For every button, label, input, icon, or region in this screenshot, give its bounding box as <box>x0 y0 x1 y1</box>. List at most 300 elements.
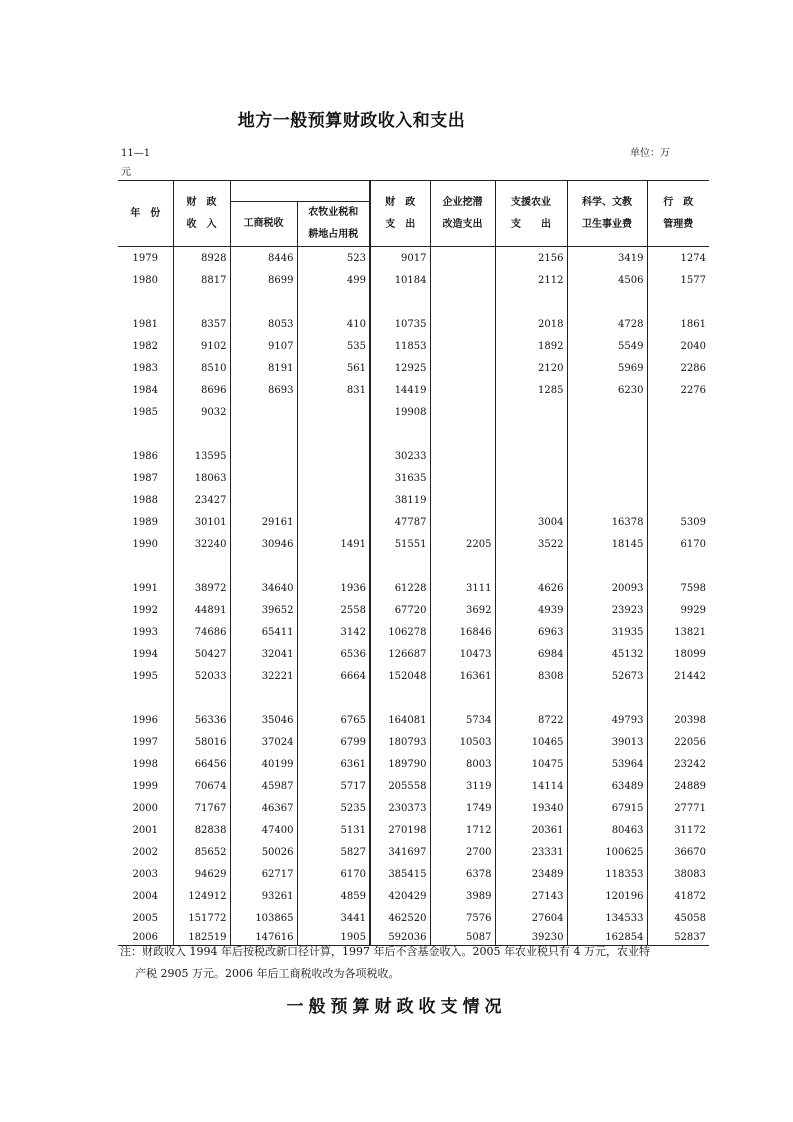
value-cell <box>567 489 647 511</box>
value-cell: 1936 <box>297 577 370 599</box>
value-cell <box>647 467 709 489</box>
value-cell <box>430 247 495 270</box>
header-agri-tax-line2: 耕地占用税 <box>308 229 359 240</box>
value-cell: 18063 <box>173 467 230 489</box>
year-cell: 2005 <box>132 912 158 924</box>
value-cell: 47787 <box>370 511 430 533</box>
value-cell: 14114 <box>495 775 567 797</box>
value-cell: 8308 <box>495 665 567 687</box>
value-cell: 8003 <box>430 753 495 775</box>
value-cell: 3441 <box>297 907 370 929</box>
value-cell: 32041 <box>230 643 297 665</box>
value-cell: 7576 <box>430 907 495 929</box>
value-cell: 1285 <box>495 379 567 401</box>
table-code-line1: 11—1 <box>121 148 151 159</box>
value-cell: 182519 <box>173 929 230 946</box>
value-cell: 18099 <box>647 643 709 665</box>
value-cell: 147616 <box>230 929 297 946</box>
value-cell: 66456 <box>173 753 230 775</box>
value-cell: 831 <box>297 379 370 401</box>
value-cell: 13595 <box>173 445 230 467</box>
value-cell: 41872 <box>647 885 709 907</box>
value-cell: 410 <box>297 313 370 335</box>
value-cell: 65411 <box>230 621 297 643</box>
value-cell: 34640 <box>230 577 297 599</box>
value-cell: 6378 <box>430 863 495 885</box>
table-row <box>118 467 709 489</box>
value-cell: 5131 <box>297 819 370 841</box>
value-cell <box>647 489 709 511</box>
value-cell: 62717 <box>230 863 297 885</box>
value-cell: 10465 <box>495 731 567 753</box>
value-cell: 3119 <box>430 775 495 797</box>
table-row <box>118 247 709 270</box>
value-cell: 31635 <box>370 467 430 489</box>
year-cell: 1981 <box>132 318 158 330</box>
value-cell: 385415 <box>370 863 430 885</box>
value-cell: 2112 <box>495 269 567 291</box>
value-cell: 270198 <box>370 819 430 841</box>
table-row <box>118 753 709 775</box>
value-cell: 103865 <box>230 907 297 929</box>
table-spacer-row <box>118 423 709 445</box>
year-cell: 1998 <box>132 758 158 770</box>
year-cell: 1983 <box>132 362 158 374</box>
value-cell <box>495 423 567 445</box>
value-cell: 32221 <box>230 665 297 687</box>
value-cell: 39230 <box>495 929 567 946</box>
value-cell: 19340 <box>495 797 567 819</box>
table-row <box>118 643 709 665</box>
value-cell <box>370 291 430 313</box>
table-spacer-row <box>118 687 709 709</box>
year-cell: 1987 <box>132 472 158 484</box>
value-cell: 6963 <box>495 621 567 643</box>
value-cell: 31935 <box>567 621 647 643</box>
value-cell: 152048 <box>370 665 430 687</box>
value-cell: 10475 <box>495 753 567 775</box>
value-cell: 7598 <box>647 577 709 599</box>
table-code-line2: 元 <box>121 167 131 178</box>
value-cell: 20361 <box>495 819 567 841</box>
value-cell <box>647 555 709 577</box>
value-cell: 23242 <box>647 753 709 775</box>
value-cell: 46367 <box>230 797 297 819</box>
value-cell: 118353 <box>567 863 647 885</box>
value-cell: 45058 <box>647 907 709 929</box>
value-cell <box>430 291 495 313</box>
value-cell: 1577 <box>647 269 709 291</box>
value-cell: 420429 <box>370 885 430 907</box>
header-science-edu-line1: 科学、文教 <box>582 196 632 208</box>
value-cell: 5734 <box>430 709 495 731</box>
value-cell: 9929 <box>647 599 709 621</box>
value-cell <box>230 489 297 511</box>
value-cell: 74686 <box>173 621 230 643</box>
value-cell: 6170 <box>647 533 709 555</box>
value-cell: 23923 <box>567 599 647 621</box>
year-cell: 2000 <box>132 802 158 814</box>
value-cell: 23427 <box>173 489 230 511</box>
value-cell: 22056 <box>647 731 709 753</box>
finance-table <box>118 180 709 946</box>
table-row <box>118 841 709 863</box>
value-cell <box>495 291 567 313</box>
year-cell: 2003 <box>132 868 158 880</box>
year-cell: 1992 <box>132 604 158 616</box>
value-cell: 85652 <box>173 841 230 863</box>
value-cell: 3004 <box>495 511 567 533</box>
year-cell: 2002 <box>132 846 158 858</box>
year-cell <box>118 555 173 577</box>
value-cell: 38083 <box>647 863 709 885</box>
value-cell: 61228 <box>370 577 430 599</box>
value-cell <box>297 687 370 709</box>
table-row <box>118 599 709 621</box>
value-cell: 499 <box>297 269 370 291</box>
value-cell: 8928 <box>173 247 230 270</box>
value-cell: 40199 <box>230 753 297 775</box>
value-cell: 44891 <box>173 599 230 621</box>
header-science-edu-line2: 卫生事业费 <box>582 218 632 230</box>
value-cell: 535 <box>297 335 370 357</box>
value-cell: 24889 <box>647 775 709 797</box>
value-cell: 9107 <box>230 335 297 357</box>
value-cell <box>647 445 709 467</box>
value-cell: 2700 <box>430 841 495 863</box>
value-cell: 30946 <box>230 533 297 555</box>
value-cell: 6984 <box>495 643 567 665</box>
value-cell: 23331 <box>495 841 567 863</box>
value-cell <box>430 335 495 357</box>
footnote-line2: 产税 2905 万元。2006 年后工商税收改为各项税收。 <box>135 967 400 980</box>
value-cell: 9032 <box>173 401 230 423</box>
value-cell <box>297 291 370 313</box>
value-cell: 27604 <box>495 907 567 929</box>
value-cell: 18145 <box>567 533 647 555</box>
value-cell <box>647 423 709 445</box>
value-cell <box>430 379 495 401</box>
value-cell: 8191 <box>230 357 297 379</box>
value-cell <box>495 687 567 709</box>
value-cell <box>297 401 370 423</box>
value-cell: 19908 <box>370 401 430 423</box>
value-cell: 50427 <box>173 643 230 665</box>
value-cell: 52033 <box>173 665 230 687</box>
value-cell: 9102 <box>173 335 230 357</box>
value-cell: 4939 <box>495 599 567 621</box>
value-cell: 4859 <box>297 885 370 907</box>
value-cell <box>567 687 647 709</box>
value-cell: 106278 <box>370 621 430 643</box>
value-cell: 1274 <box>647 247 709 270</box>
value-cell <box>370 687 430 709</box>
value-cell <box>173 291 230 313</box>
table-row <box>118 621 709 643</box>
value-cell: 162854 <box>567 929 647 946</box>
value-cell: 16378 <box>567 511 647 533</box>
value-cell: 205558 <box>370 775 430 797</box>
value-cell: 2040 <box>647 335 709 357</box>
header-enterprise-line2: 改造支出 <box>442 218 483 230</box>
value-cell: 5549 <box>567 335 647 357</box>
table-row <box>118 511 709 533</box>
header-revenue <box>173 181 230 247</box>
value-cell: 53964 <box>567 753 647 775</box>
year-cell: 1988 <box>132 494 158 506</box>
value-cell: 80463 <box>567 819 647 841</box>
header-agri-support <box>495 181 567 247</box>
header-ic-tax: 工商税收 <box>230 202 297 247</box>
value-cell: 8053 <box>230 313 297 335</box>
value-cell <box>297 445 370 467</box>
value-cell: 11853 <box>370 335 430 357</box>
value-cell <box>647 291 709 313</box>
value-cell: 1491 <box>297 533 370 555</box>
table-row <box>118 797 709 819</box>
value-cell <box>297 489 370 511</box>
value-cell <box>430 445 495 467</box>
table-code <box>121 144 161 182</box>
table-body <box>118 247 709 946</box>
value-cell: 164081 <box>370 709 430 731</box>
year-cell: 1986 <box>132 450 158 462</box>
value-cell: 45987 <box>230 775 297 797</box>
header-year: 年 份 <box>130 207 161 219</box>
header-agri-tax <box>297 202 370 247</box>
value-cell: 70674 <box>173 775 230 797</box>
year-cell: 2001 <box>132 824 158 836</box>
value-cell <box>230 555 297 577</box>
value-cell: 16846 <box>430 621 495 643</box>
value-cell: 6230 <box>567 379 647 401</box>
value-cell: 2156 <box>495 247 567 270</box>
value-cell: 67915 <box>567 797 647 819</box>
value-cell: 6536 <box>297 643 370 665</box>
year-cell: 1996 <box>132 714 158 726</box>
value-cell: 4626 <box>495 577 567 599</box>
table-row <box>118 269 709 291</box>
footnote <box>120 941 700 985</box>
value-cell: 16361 <box>430 665 495 687</box>
value-cell <box>567 291 647 313</box>
value-cell: 2205 <box>430 533 495 555</box>
value-cell: 94629 <box>173 863 230 885</box>
value-cell: 2276 <box>647 379 709 401</box>
value-cell: 8699 <box>230 269 297 291</box>
header-expenditure-line1: 财 政 <box>385 196 416 208</box>
value-cell: 1892 <box>495 335 567 357</box>
value-cell <box>495 445 567 467</box>
value-cell: 1712 <box>430 819 495 841</box>
value-cell: 82838 <box>173 819 230 841</box>
value-cell: 5969 <box>567 357 647 379</box>
header-revenue-line2: 收 入 <box>186 218 217 230</box>
table-header <box>118 181 709 247</box>
value-cell: 1861 <box>647 313 709 335</box>
value-cell <box>370 555 430 577</box>
value-cell: 20398 <box>647 709 709 731</box>
year-cell: 1980 <box>132 274 158 286</box>
value-cell: 50026 <box>230 841 297 863</box>
table-row <box>118 357 709 379</box>
table-row <box>118 819 709 841</box>
value-cell: 10503 <box>430 731 495 753</box>
value-cell <box>430 423 495 445</box>
value-cell <box>173 555 230 577</box>
value-cell: 30233 <box>370 445 430 467</box>
value-cell <box>370 423 430 445</box>
table-row <box>118 709 709 731</box>
value-cell: 63489 <box>567 775 647 797</box>
value-cell: 3692 <box>430 599 495 621</box>
value-cell: 8357 <box>173 313 230 335</box>
value-cell: 10473 <box>430 643 495 665</box>
header-admin-line2: 管理费 <box>663 218 694 230</box>
value-cell: 12925 <box>370 357 430 379</box>
value-cell <box>297 423 370 445</box>
year-cell: 1994 <box>132 648 158 660</box>
value-cell <box>430 467 495 489</box>
year-cell: 1997 <box>132 736 158 748</box>
value-cell <box>173 423 230 445</box>
value-cell: 3111 <box>430 577 495 599</box>
value-cell: 8722 <box>495 709 567 731</box>
year-cell: 1984 <box>132 384 158 396</box>
header-enterprise-line1: 企业挖潜 <box>442 196 483 208</box>
header-agri-support-line2: 支 出 <box>511 218 551 230</box>
value-cell: 29161 <box>230 511 297 533</box>
year-cell: 1991 <box>132 582 158 594</box>
year-cell: 1989 <box>132 516 158 528</box>
year-cell: 1995 <box>132 670 158 682</box>
value-cell: 1749 <box>430 797 495 819</box>
header-agri-support-line1: 支援农业 <box>511 196 551 208</box>
value-cell: 2018 <box>495 313 567 335</box>
value-cell <box>230 687 297 709</box>
table-spacer-row <box>118 555 709 577</box>
value-cell <box>647 687 709 709</box>
value-cell: 2120 <box>495 357 567 379</box>
value-cell: 47400 <box>230 819 297 841</box>
table-row <box>118 533 709 555</box>
header-agri-tax-line1: 农牧业税和 <box>308 207 359 218</box>
table-row <box>118 445 709 467</box>
table-row <box>118 313 709 335</box>
year-cell: 2006 <box>132 931 158 943</box>
value-cell <box>173 687 230 709</box>
table-row <box>118 731 709 753</box>
value-cell: 189790 <box>370 753 430 775</box>
value-cell: 45132 <box>567 643 647 665</box>
value-cell: 5235 <box>297 797 370 819</box>
value-cell: 8696 <box>173 379 230 401</box>
value-cell: 4728 <box>567 313 647 335</box>
value-cell <box>430 555 495 577</box>
value-cell <box>230 401 297 423</box>
value-cell: 36670 <box>647 841 709 863</box>
value-cell: 6361 <box>297 753 370 775</box>
value-cell <box>567 401 647 423</box>
value-cell: 151772 <box>173 907 230 929</box>
value-cell: 23489 <box>495 863 567 885</box>
value-cell <box>230 423 297 445</box>
value-cell: 126687 <box>370 643 430 665</box>
year-cell <box>118 423 173 445</box>
value-cell <box>230 445 297 467</box>
value-cell: 21442 <box>647 665 709 687</box>
value-cell: 3142 <box>297 621 370 643</box>
value-cell: 10735 <box>370 313 430 335</box>
value-cell: 38119 <box>370 489 430 511</box>
table-row <box>118 577 709 599</box>
value-cell: 523 <box>297 247 370 270</box>
table-spacer-row <box>118 291 709 313</box>
value-cell <box>495 489 567 511</box>
value-cell <box>567 555 647 577</box>
value-cell: 30101 <box>173 511 230 533</box>
year-cell: 1990 <box>132 538 158 550</box>
value-cell: 3522 <box>495 533 567 555</box>
value-cell: 52673 <box>567 665 647 687</box>
value-cell: 13821 <box>647 621 709 643</box>
year-cell: 2004 <box>132 890 158 902</box>
value-cell <box>297 467 370 489</box>
value-cell: 93261 <box>230 885 297 907</box>
value-cell <box>430 511 495 533</box>
value-cell <box>495 401 567 423</box>
value-cell <box>230 291 297 313</box>
year-cell: 1979 <box>132 252 158 264</box>
value-cell: 20093 <box>567 577 647 599</box>
value-cell: 52837 <box>647 929 709 946</box>
table-row <box>118 489 709 511</box>
header-expenditure <box>370 181 430 247</box>
value-cell: 27771 <box>647 797 709 819</box>
value-cell: 5717 <box>297 775 370 797</box>
value-cell: 39013 <box>567 731 647 753</box>
unit-label: 单位：万 <box>630 148 670 159</box>
value-cell: 35046 <box>230 709 297 731</box>
value-cell <box>430 357 495 379</box>
header-revenue-sub-spacer <box>230 181 370 202</box>
header-enterprise <box>430 181 495 247</box>
value-cell <box>297 511 370 533</box>
value-cell: 27143 <box>495 885 567 907</box>
value-cell: 3989 <box>430 885 495 907</box>
value-cell: 38972 <box>173 577 230 599</box>
value-cell: 6170 <box>297 863 370 885</box>
table-row <box>118 665 709 687</box>
value-cell: 4506 <box>567 269 647 291</box>
table-row <box>118 885 709 907</box>
table-row <box>118 401 709 423</box>
value-cell: 5309 <box>647 511 709 533</box>
value-cell: 8510 <box>173 357 230 379</box>
year-cell <box>118 291 173 313</box>
value-cell: 8693 <box>230 379 297 401</box>
value-cell: 120196 <box>567 885 647 907</box>
table-row <box>118 379 709 401</box>
year-cell: 1993 <box>132 626 158 638</box>
value-cell: 6664 <box>297 665 370 687</box>
value-cell <box>567 423 647 445</box>
value-cell: 6765 <box>297 709 370 731</box>
page-title-text: 地方一般预算财政收入和支出 <box>237 111 466 131</box>
header-admin-line1: 行 政 <box>663 196 694 208</box>
footnote-line1: 注：财政收入 1994 年后按税改新口径计算，1997 年后不含基金收入。2005 年农业税只有 4 万元，农业特 <box>120 945 650 958</box>
value-cell <box>567 445 647 467</box>
